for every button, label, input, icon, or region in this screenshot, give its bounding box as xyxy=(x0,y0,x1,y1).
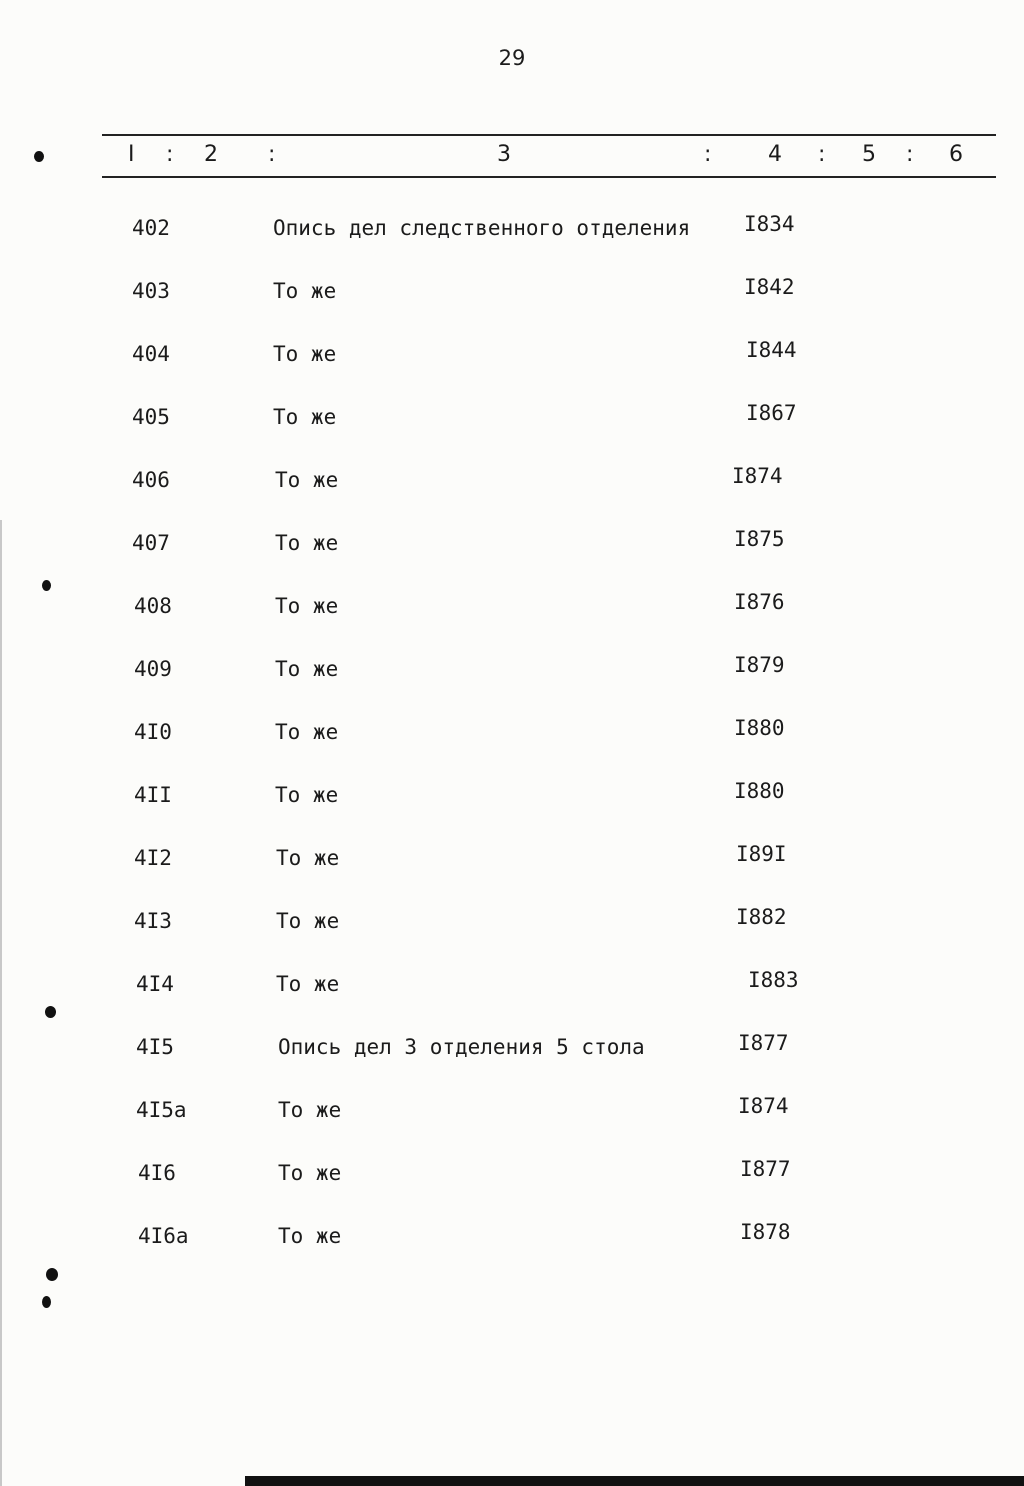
column-header-3: 3 xyxy=(497,142,511,167)
record-title: То же xyxy=(275,531,339,555)
record-year: I879 xyxy=(734,653,785,677)
record-number: 4I4 xyxy=(136,972,174,996)
record-year: I867 xyxy=(746,401,797,425)
column-header-4: 4 xyxy=(768,142,782,167)
record-year: I882 xyxy=(736,905,787,929)
record-number: 408 xyxy=(134,594,172,618)
record-title: То же xyxy=(278,1161,342,1185)
column-header-2: 2 xyxy=(204,142,218,167)
table-row xyxy=(0,1094,1024,1128)
table-row xyxy=(0,1031,1024,1065)
record-year: I875 xyxy=(734,527,785,551)
column-separator: : xyxy=(704,142,712,167)
record-number: 4I6а xyxy=(138,1224,189,1248)
column-separator: : xyxy=(818,142,826,167)
record-title: То же xyxy=(275,468,339,492)
record-title: То же xyxy=(276,972,340,996)
record-year: I883 xyxy=(748,968,799,992)
record-number: 405 xyxy=(132,405,170,429)
binding-hole-mark xyxy=(46,1268,58,1281)
record-number: 402 xyxy=(132,216,170,240)
record-title: То же xyxy=(278,1098,342,1122)
column-header-1: I xyxy=(128,142,135,167)
record-year: I842 xyxy=(744,275,795,299)
record-title: То же xyxy=(276,909,340,933)
record-title: То же xyxy=(273,279,337,303)
record-number: 403 xyxy=(132,279,170,303)
record-number: 4I5 xyxy=(136,1035,174,1059)
record-number: 404 xyxy=(132,342,170,366)
page-edge-shadow xyxy=(0,520,2,1486)
record-year: I874 xyxy=(738,1094,789,1118)
record-year: I844 xyxy=(746,338,797,362)
column-header-5: 5 xyxy=(862,142,876,167)
record-title: Опись дел 3 отделения 5 стола xyxy=(278,1035,645,1059)
record-number: 4II xyxy=(134,783,172,807)
record-year: I880 xyxy=(734,716,785,740)
table-row xyxy=(0,527,1024,561)
record-title: То же xyxy=(275,657,339,681)
record-title: Опись дел следственного отделения xyxy=(273,216,691,240)
record-number: 407 xyxy=(132,531,170,555)
table-row xyxy=(0,968,1024,1002)
binding-hole-mark xyxy=(34,151,44,162)
record-title: То же xyxy=(275,720,339,744)
table-row xyxy=(0,590,1024,624)
table-row xyxy=(0,779,1024,813)
record-number: 4I3 xyxy=(134,909,172,933)
record-number: 4I5а xyxy=(136,1098,187,1122)
column-separator: : xyxy=(268,142,276,167)
record-year: I834 xyxy=(744,212,795,236)
column-separator: : xyxy=(906,142,914,167)
record-number: 4I2 xyxy=(134,846,172,870)
table-row xyxy=(0,1220,1024,1254)
record-year: I876 xyxy=(734,590,785,614)
table-row xyxy=(0,716,1024,750)
record-year: I880 xyxy=(734,779,785,803)
record-title: То же xyxy=(273,342,337,366)
page-edge-shadow xyxy=(245,1476,1024,1486)
table-row xyxy=(0,1157,1024,1191)
column-header-6: 6 xyxy=(949,142,963,167)
record-year: I877 xyxy=(738,1031,789,1055)
table-row xyxy=(0,338,1024,372)
record-title: То же xyxy=(276,846,340,870)
record-year: I89I xyxy=(736,842,787,866)
binding-hole-mark xyxy=(45,1006,56,1018)
binding-hole-mark xyxy=(42,1296,51,1308)
table-row xyxy=(0,401,1024,435)
table-row xyxy=(0,275,1024,309)
record-year: I878 xyxy=(740,1220,791,1244)
binding-hole-mark xyxy=(42,580,51,591)
record-title: То же xyxy=(273,405,337,429)
table-row xyxy=(0,212,1024,246)
page-number: 29 xyxy=(498,46,526,70)
record-year: I874 xyxy=(732,464,783,488)
table-row xyxy=(0,464,1024,498)
table-row xyxy=(0,653,1024,687)
record-year: I877 xyxy=(740,1157,791,1181)
record-number: 409 xyxy=(134,657,172,681)
column-separator: : xyxy=(166,142,174,167)
record-title: То же xyxy=(275,594,339,618)
table-row xyxy=(0,905,1024,939)
record-number: 406 xyxy=(132,468,170,492)
record-title: То же xyxy=(278,1224,342,1248)
record-title: То же xyxy=(275,783,339,807)
table-row xyxy=(0,842,1024,876)
record-number: 4I6 xyxy=(138,1161,176,1185)
record-number: 4I0 xyxy=(134,720,172,744)
